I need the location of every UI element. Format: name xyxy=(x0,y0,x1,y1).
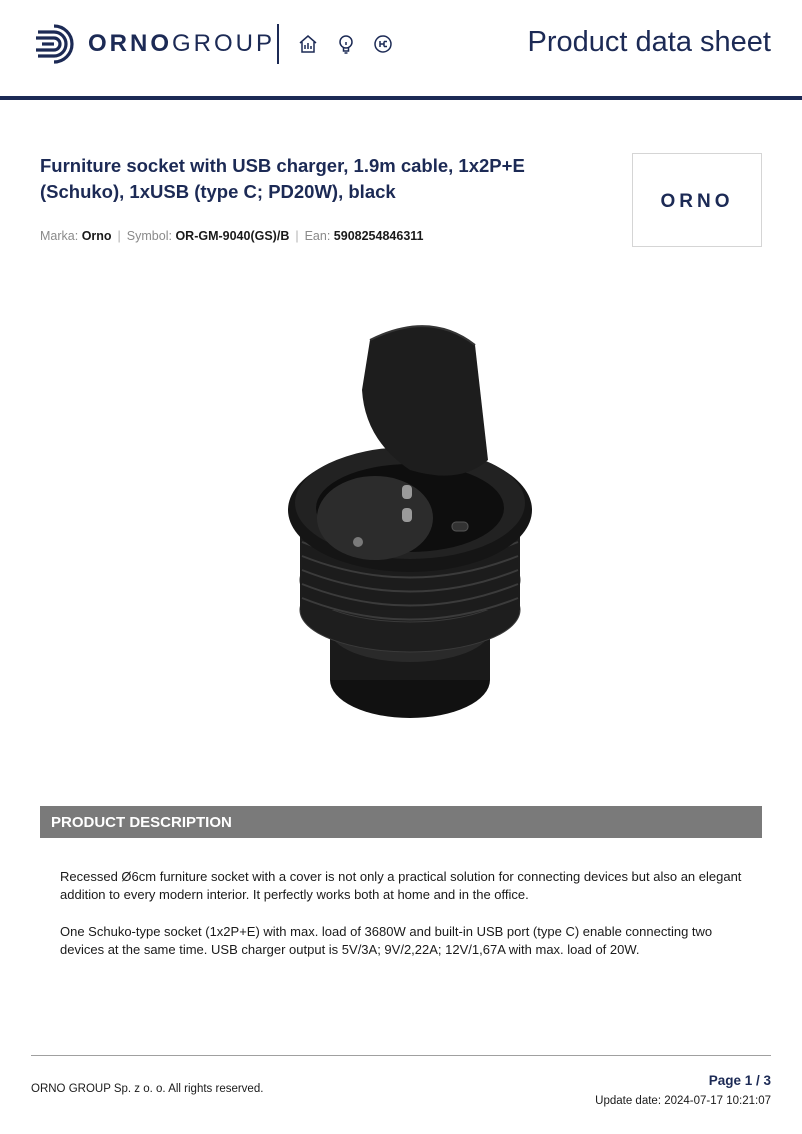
symbol-label: Symbol: xyxy=(126,229,172,243)
description-paragraph: Recessed Ø6cm furniture socket with a cover is not only a practical solution for connecting devices but also an elegant addition to every modern interior. It perfectly works both at home and in the office. xyxy=(60,869,742,902)
product-description-header xyxy=(40,806,762,838)
update-date: Update date: 2024-07-17 10:21:07 xyxy=(595,1095,771,1107)
product-image xyxy=(270,310,550,730)
copyright: ORNO GROUP Sp. z o. o. All rights reserved. xyxy=(31,1083,264,1095)
logo-light: GROUP xyxy=(172,30,276,57)
brand-logo: ORNO xyxy=(660,191,734,212)
symbol-value: OR-GM-9040(GS)/B xyxy=(175,229,290,243)
company-logo-text xyxy=(88,30,275,58)
description-paragraph: One Schuko-type socket (1x2P+E) with max. load of 3680W and built-in USB port (type C) enable connecting two devices at the same time. USB charger output is 5V/3A; 9V/2,22A; 12V/1,67A with max. load of 20W. xyxy=(60,924,713,957)
ean-value: 5908254846311 xyxy=(333,229,424,243)
footer-rule xyxy=(31,1055,771,1056)
plug-icon xyxy=(372,33,394,55)
brand-logo-box xyxy=(632,153,762,247)
page-header xyxy=(0,0,802,100)
orno-logo-icon xyxy=(34,24,74,64)
product-title: Furniture socket with USB charger, 1.9m cable, 1x2P+E (Schuko), 1xUSB (type C; PD20W), black xyxy=(40,155,525,202)
house-icon xyxy=(297,33,319,55)
header-rule xyxy=(0,96,802,100)
product-meta: Marka: Orno | Symbol: OR-GM-9040(GS)/B | Ean: 5908254846311 xyxy=(40,229,424,243)
document-title: Product data sheet xyxy=(527,26,771,58)
section-heading: PRODUCT DESCRIPTION xyxy=(51,814,232,831)
logo-bold: ORNO xyxy=(88,30,172,57)
brand-value: Orno xyxy=(81,229,112,243)
lightbulb-icon xyxy=(335,33,357,55)
header-divider xyxy=(277,24,279,64)
ean-label: Ean: xyxy=(304,229,331,243)
page-number: Page 1 / 3 xyxy=(708,1073,771,1088)
brand-label: Marka: xyxy=(40,229,79,243)
